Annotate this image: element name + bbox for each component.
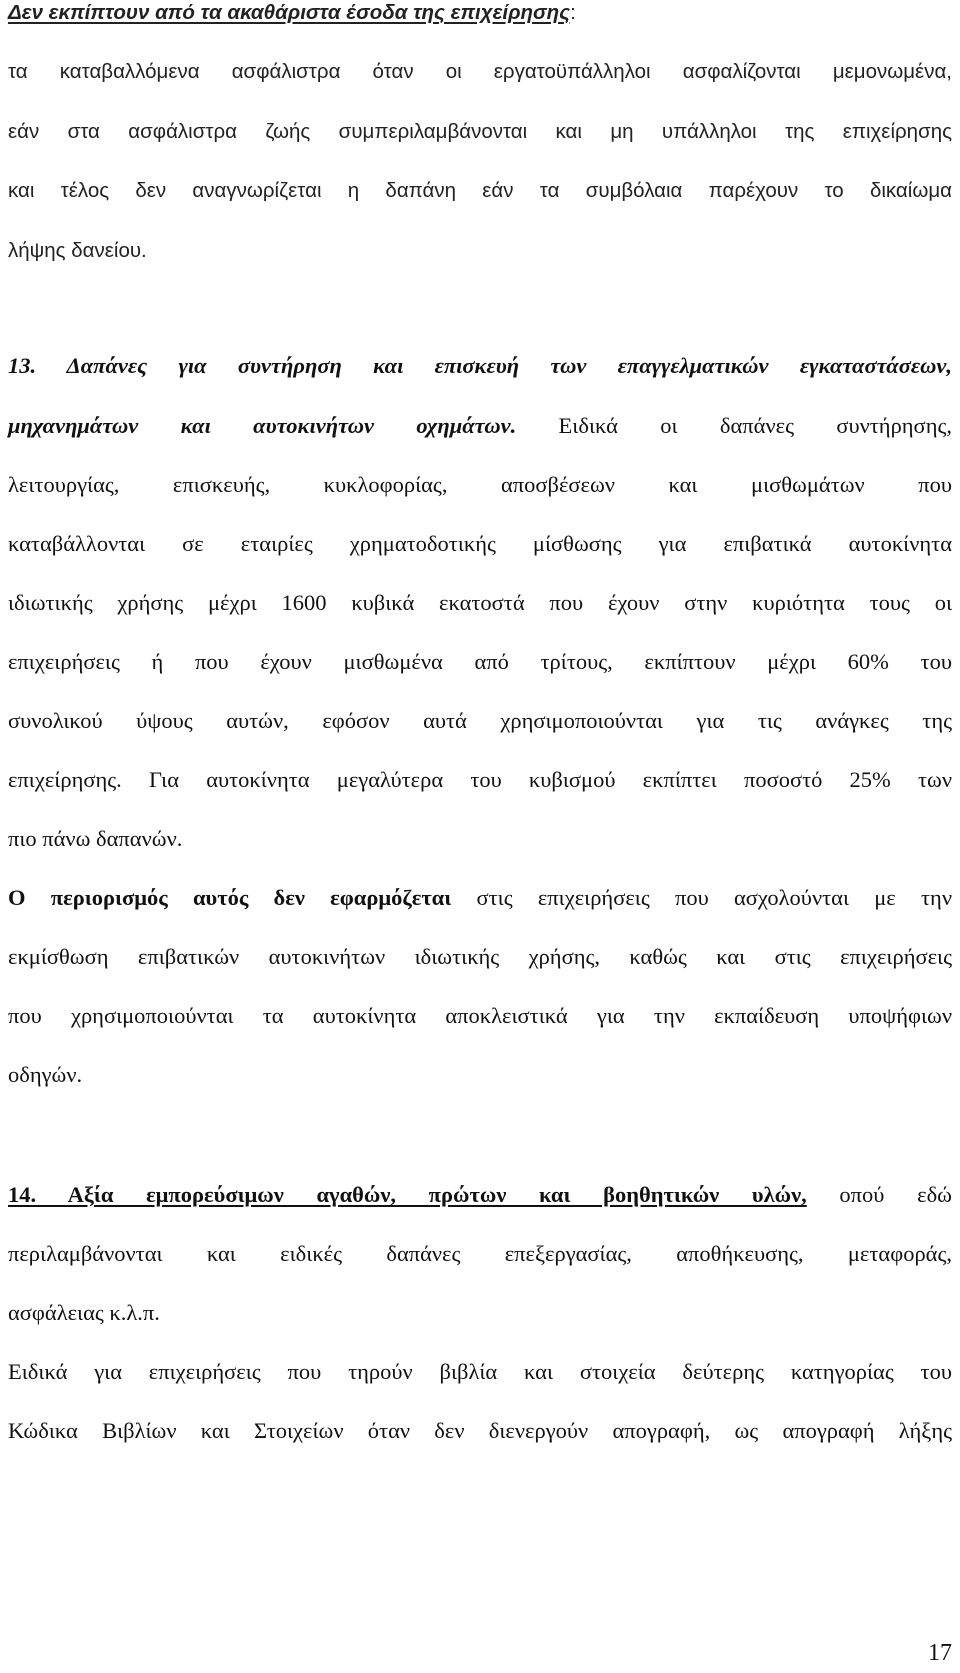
restriction-line-2: εκμίσθωση επιβατικών αυτοκινήτων ιδιωτικής χρήσης, καθώς και στις επιχειρήσεις	[8, 944, 952, 969]
section-13-line-2: καταβάλλονται σε εταιρίες χρηματοδοτικής μίσθωσης για επιβατικά αυτοκίνητα	[8, 531, 952, 556]
section-13-line-1: λειτουργίας, επισκευής, κυκλοφορίας, αποσβέσεων και μισθωμάτων που	[8, 472, 952, 497]
intro-heading: Δεν εκπίπτουν από τα ακαθάριστα έσοδα της επιχείρησης	[8, 1, 571, 24]
page-number: 17	[928, 1640, 952, 1666]
intro-line-3: και τέλος δεν αναγνωρίζεται η δαπάνη εάν τα συμβόλαια παρέχουν το δικαίωμα	[8, 179, 952, 202]
section-14-line-1: περιλαμβάνονται και ειδικές δαπάνες επεξεργασίας, αποθήκευσης, μεταφοράς,	[8, 1241, 952, 1266]
section-13-heading-continued: μηχανημάτων και αυτοκινήτων οχημάτων.	[8, 413, 517, 438]
restriction-text: στις επιχειρήσεις που ασχολούνται με την	[451, 885, 952, 910]
section-14-line-3: Ειδικά για επιχειρήσεις που τηρούν βιβλία και στοιχεία δεύτερης κατηγορίας του	[8, 1359, 952, 1384]
section-14-heading-rest: οπού εδώ	[806, 1182, 952, 1207]
restriction-line-1	[8, 883, 952, 913]
section-13-heading: 13. Δαπάνες για συντήρηση και επισκευή των επαγγελματικών εγκαταστάσεων,	[8, 353, 952, 378]
section-13-line-7: πιο πάνω δαπανών.	[8, 826, 183, 851]
section-14-line-2: ασφάλειας κ.λ.π.	[8, 1300, 160, 1325]
intro-line-2: εάν στα ασφάλιστρα ζωής συμπεριλαμβάνονται και μη υπάλληλοι της επιχείρησης	[8, 120, 952, 143]
intro-line-4: λήψης δανείου.	[8, 239, 147, 262]
section-14-heading: 14. Αξία εμπορεύσιμων αγαθών, πρώτων και βοηθητικών υλών,	[8, 1182, 807, 1207]
section-13-line-6: επιχείρησης. Για αυτοκίνητα μεγαλύτερα του κυβισμού εκπίπτει ποσοστό 25% των	[8, 767, 952, 792]
restriction-bold-text: Ο περιορισμός αυτός δεν εφαρμόζεται	[8, 885, 452, 910]
section-13-line-5: συνολικού ύψους αυτών, εφόσον αυτά χρησιμοποιούνται για τις ανάγκες της	[8, 708, 952, 733]
restriction-line-3: που χρησιμοποιούνται τα αυτοκίνητα αποκλειστικά για την εκπαίδευση υποψήφιων	[8, 1003, 952, 1028]
restriction-line-4: οδηγών.	[8, 1062, 83, 1087]
section-14-line-4: Κώδικα Βιβλίων και Στοιχείων όταν δεν διενεργούν απογραφή, ως απογραφή λήξης	[8, 1418, 952, 1443]
section-13-line-3: ιδιωτικής χρήσης μέχρι 1600 κυβικά εκατοστά που έχουν στην κυριότητα τους οι	[8, 590, 952, 615]
section-14-heading-line	[8, 1180, 952, 1210]
intro-heading-colon: :	[570, 1, 576, 24]
section-13-heading-line-2	[8, 411, 952, 441]
intro-line-1: τα καταβαλλόμενα ασφάλιστρα όταν οι εργατοϋπάλληλοι ασφαλίζονται μεμονωμένα,	[8, 60, 952, 83]
intro-heading-line	[8, 0, 952, 28]
section-13-line-4: επιχειρήσεις ή που έχουν μισθωμένα από τρίτους, εκπίπτουν μέχρι 60% του	[8, 649, 952, 674]
section-13-text-start: Ειδικά οι δαπάνες συντήρησης,	[516, 413, 952, 438]
